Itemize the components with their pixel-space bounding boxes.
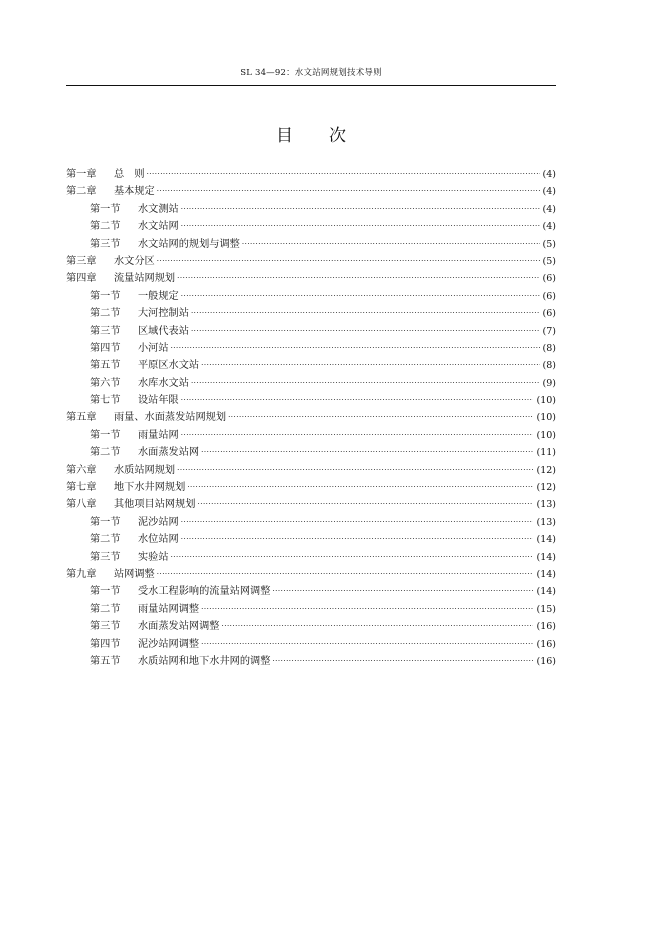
toc-entry-number: 第一节 — [90, 429, 121, 441]
toc-leader-dots — [177, 466, 533, 474]
toc-entry-number: 第一章 — [66, 169, 97, 180]
toc-leader-dots — [191, 309, 540, 317]
toc-entry-page: (13) — [536, 516, 556, 528]
toc-leader-dots — [272, 657, 533, 665]
header-rule — [66, 85, 556, 86]
toc-entry-page: (5) — [542, 255, 556, 267]
toc-entry[interactable] — [66, 322, 556, 339]
toc-entry-title: 水文测站 — [138, 203, 179, 215]
toc-leader-dots — [187, 483, 533, 491]
toc-entry[interactable] — [66, 391, 556, 408]
toc-leader-dots — [181, 518, 534, 526]
toc-entry-page: (14) — [536, 551, 556, 563]
toc-entry-page: (15) — [536, 603, 556, 615]
toc-entry-title: 总 则 — [114, 169, 145, 180]
page-title-char-2: 次 — [329, 126, 346, 146]
toc-leader-dots — [171, 344, 540, 352]
toc-entry-number: 第六节 — [90, 377, 121, 389]
toc-entry-page: (6) — [542, 290, 556, 302]
toc-entry-title: 水面蒸发站网 — [138, 447, 200, 459]
toc-entry-title: 雨量、水面蒸发站网规划 — [114, 412, 227, 424]
toc-entry[interactable] — [66, 635, 556, 652]
toc-entry-title: 水文站网 — [138, 221, 179, 233]
toc-leader-dots — [181, 205, 540, 213]
toc-entry[interactable] — [66, 356, 556, 373]
page-title — [66, 121, 556, 146]
toc-entry-page: (9) — [542, 377, 556, 389]
toc-entry-number: 第四节 — [90, 638, 121, 650]
toc-entry-page: (10) — [536, 412, 556, 424]
toc-entry-page: (7) — [542, 325, 556, 337]
toc-entry-number: 第二节 — [90, 534, 121, 546]
toc-entry-page: (8) — [542, 342, 556, 354]
toc-leader-dots — [201, 448, 533, 456]
toc-leader-dots — [201, 640, 533, 648]
toc-leader-dots — [228, 413, 533, 421]
toc-leader-dots — [201, 361, 539, 369]
toc-entry[interactable] — [66, 548, 556, 565]
toc-leader-dots — [191, 379, 540, 387]
toc-entry[interactable] — [66, 582, 556, 599]
toc-leader-dots — [272, 587, 533, 595]
toc-leader-dots — [157, 187, 540, 195]
toc-entry-number: 第八章 — [66, 499, 97, 511]
toc-entry-number: 第二章 — [66, 186, 97, 198]
toc-entry-number: 第五节 — [90, 360, 121, 372]
page-title-char-1: 目 — [276, 126, 293, 146]
toc-entry-number: 第一节 — [90, 290, 121, 302]
toc-entry-page: (14) — [536, 534, 556, 546]
toc-entry-title: 水库水文站 — [138, 377, 189, 389]
toc-entry-title: 站网调整 — [114, 568, 155, 580]
toc-entry[interactable] — [66, 426, 556, 443]
toc-entry[interactable] — [66, 182, 556, 199]
toc-entry-page: (10) — [536, 395, 556, 407]
toc-entry-number: 第三章 — [66, 255, 97, 267]
toc-entry-number: 第四章 — [66, 273, 97, 285]
toc-entry-title: 水位站网 — [138, 534, 179, 546]
toc-entry-title: 区域代表站 — [138, 325, 189, 337]
toc-entry-number: 第三节 — [90, 238, 121, 250]
toc-entry-number: 第一节 — [90, 203, 121, 215]
toc-entry-page: (4) — [542, 186, 556, 198]
toc-entry-title: 流量站网规划 — [114, 273, 176, 285]
toc-entry-page: (10) — [536, 429, 556, 441]
toc-entry-number: 第七章 — [66, 482, 97, 494]
toc-leader-dots — [242, 240, 540, 248]
toc-entry[interactable] — [66, 235, 556, 252]
toc-leader-dots — [181, 431, 534, 439]
toc-entry[interactable] — [66, 478, 556, 495]
toc-entry-page: (5) — [542, 238, 556, 250]
toc-entry[interactable] — [66, 617, 556, 634]
toc-entry-page: (12) — [536, 464, 556, 476]
toc-entry-number: 第二节 — [90, 221, 121, 233]
toc-entry-number: 第一节 — [90, 516, 121, 528]
toc-entry[interactable] — [66, 408, 556, 425]
toc-entry-title: 水面蒸发站网调整 — [138, 621, 220, 633]
toc-entry[interactable] — [66, 269, 556, 286]
toc-leader-dots — [147, 170, 540, 178]
toc-entry-title: 基本规定 — [114, 186, 155, 198]
toc-entry[interactable] — [66, 652, 556, 669]
toc-entry[interactable] — [66, 339, 556, 356]
toc-entry-page: (6) — [542, 308, 556, 320]
toc-entry-title: 实验站 — [138, 551, 169, 563]
toc-entry-page: (8) — [542, 360, 556, 372]
toc-entry-title: 其他项目站网规划 — [114, 499, 196, 511]
toc-entry-number: 第九章 — [66, 568, 97, 580]
toc-entry-title: 平原区水文站 — [138, 360, 200, 372]
toc-entry[interactable] — [66, 565, 556, 582]
toc-entry[interactable] — [66, 530, 556, 547]
toc-entry[interactable] — [66, 443, 556, 460]
toc-entry-number: 第五章 — [66, 412, 97, 424]
toc-entry-number: 第六章 — [66, 464, 97, 476]
toc-entry-page: (13) — [536, 499, 556, 511]
toc-entry-number: 第三节 — [90, 551, 121, 563]
toc-entry[interactable] — [66, 217, 556, 234]
toc-entry-number: 第二节 — [90, 447, 121, 459]
toc-entry-title: 泥沙站网 — [138, 516, 179, 528]
toc-entry-title: 一般规定 — [138, 290, 179, 302]
toc-entry-page: (4) — [542, 221, 556, 233]
toc-entry[interactable] — [66, 513, 556, 530]
toc-leader-dots — [171, 553, 534, 561]
toc-entry[interactable] — [66, 200, 556, 217]
toc-entry[interactable] — [66, 461, 556, 478]
toc-leader-dots — [181, 292, 540, 300]
toc-entry-title: 雨量站网 — [138, 429, 179, 441]
toc-entry-title: 雨量站网调整 — [138, 603, 200, 615]
toc-entry-title: 设站年限 — [138, 395, 179, 407]
toc-entry[interactable] — [66, 495, 556, 512]
toc-entry-page: (14) — [536, 568, 556, 580]
toc-leader-dots — [201, 605, 533, 613]
toc-entry-title: 水质站网规划 — [114, 464, 176, 476]
toc-entry[interactable] — [66, 600, 556, 617]
toc-entry-number: 第二节 — [90, 308, 121, 320]
toc-leader-dots — [157, 570, 534, 578]
toc-entry-page: (12) — [536, 482, 556, 494]
toc-entry-number: 第三节 — [90, 325, 121, 337]
toc-entry[interactable] — [66, 165, 556, 182]
toc-entry-title: 水质站网和地下水井网的调整 — [138, 655, 271, 667]
toc-leader-dots — [222, 622, 534, 630]
toc-entry[interactable] — [66, 252, 556, 269]
toc-entry[interactable] — [66, 304, 556, 321]
toc-entry-page: (4) — [542, 169, 556, 180]
toc-entry-page: (6) — [542, 273, 556, 285]
toc-leader-dots — [181, 535, 534, 543]
toc-leader-dots — [181, 396, 534, 404]
toc-entry-title: 水文站网的规划与调整 — [138, 238, 240, 250]
toc-entry-page: (16) — [536, 638, 556, 650]
toc-entry-page: (4) — [542, 203, 556, 215]
toc-entry-page: (16) — [536, 621, 556, 633]
toc-leader-dots — [191, 327, 540, 335]
toc-entry-number: 第五节 — [90, 655, 121, 667]
toc-entry-number: 第一节 — [90, 586, 121, 598]
toc-leader-dots — [181, 222, 540, 230]
running-header: SL 34—92：水文站网规划技术导则 — [240, 68, 382, 78]
table-of-contents — [66, 165, 556, 669]
toc-entry[interactable] — [66, 374, 556, 391]
toc-entry-page: (16) — [536, 655, 556, 667]
toc-entry-number: 第七节 — [90, 395, 121, 407]
toc-entry-title: 受水工程影响的流量站网调整 — [138, 586, 271, 598]
toc-entry-title: 水文分区 — [114, 255, 155, 267]
toc-entry-title: 大河控制站 — [138, 308, 189, 320]
toc-entry-title: 泥沙站网调整 — [138, 638, 200, 650]
toc-entry-page: (11) — [536, 447, 556, 459]
toc-entry-number: 第三节 — [90, 621, 121, 633]
toc-entry[interactable] — [66, 287, 556, 304]
toc-entry-page: (14) — [536, 586, 556, 598]
toc-entry-title: 小河站 — [138, 342, 169, 354]
toc-leader-dots — [198, 500, 534, 508]
toc-entry-number: 第四节 — [90, 342, 121, 354]
toc-leader-dots — [157, 257, 540, 265]
toc-entry-number: 第二节 — [90, 603, 121, 615]
toc-leader-dots — [177, 274, 539, 282]
toc-entry-title: 地下水井网规划 — [114, 482, 186, 494]
